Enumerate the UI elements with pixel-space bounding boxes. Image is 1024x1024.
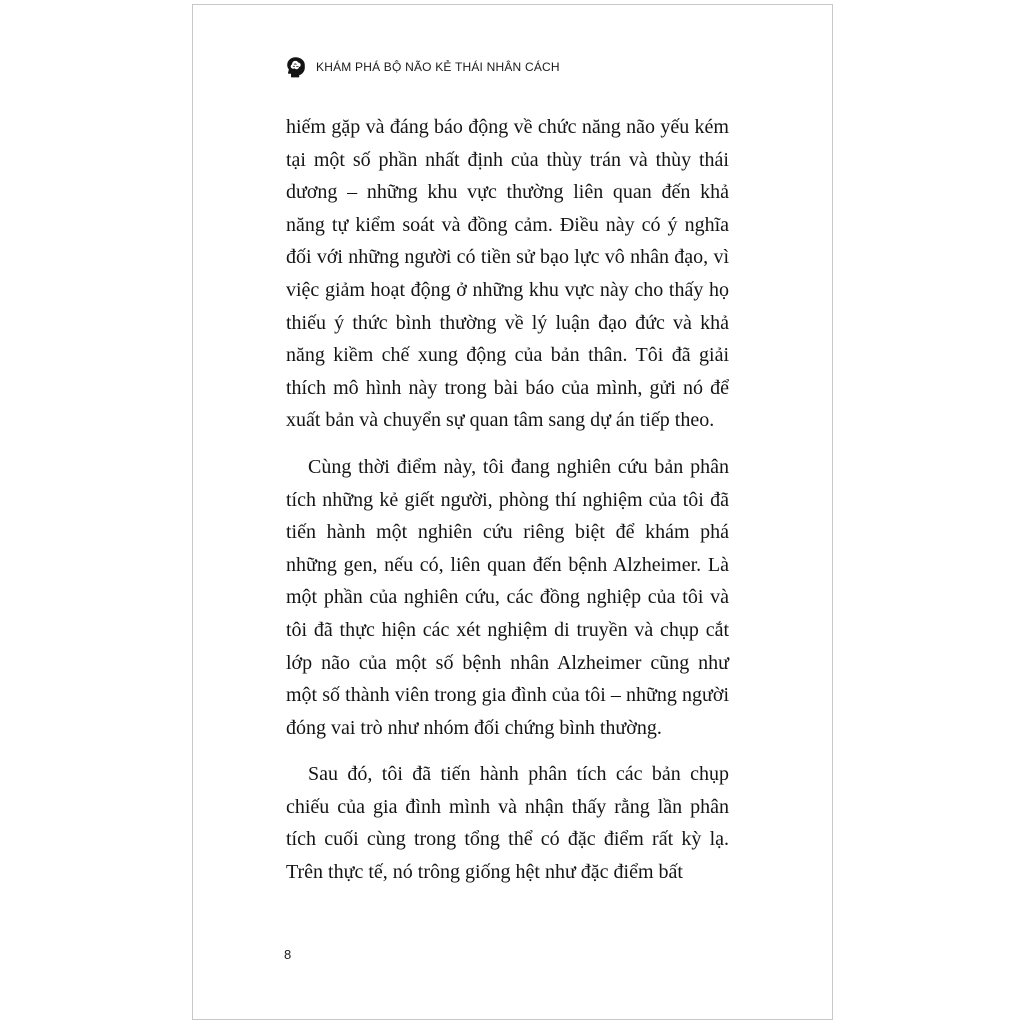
running-header-title: KHÁM PHÁ BỘ NÃO KẺ THÁI NHÂN CÁCH (316, 60, 560, 74)
page-number: 8 (284, 947, 292, 962)
body-text (286, 111, 729, 903)
running-header (283, 55, 560, 79)
paragraph-2: Cùng thời điểm này, tôi đang nghiên cứu bản phân tích những kẻ giết người, phòng thí nghiệm của tôi đã tiến hành một nghiên cứu riêng biệt để khám phá những gen, nếu có, liên quan đến bệnh Alzheimer. Là một phần của nghiên cứu, các đồng nghiệp của tôi và tôi đã thực hiện các xét nghiệm di truyền và chụp cắt lớp não của một số bệnh nhân Alzheimer cũng như một số thành viên trong gia đình của tôi – những người đóng vai trò như nhóm đối chứng bình thường. (286, 455, 729, 739)
brain-head-icon (283, 55, 307, 79)
book-page (192, 4, 833, 1020)
paragraph-1: hiếm gặp và đáng báo động về chức năng não yếu kém tại một số phần nhất định của thùy trán và thùy thái dương – những khu vực thường liên quan đến khả năng tự kiểm soát và đồng cảm. Điều này có ý nghĩa đối với những người có tiền sử bạo lực vô nhân đạo, vì việc giảm hoạt động ở những khu vực này cho thấy họ thiếu ý thức bình thường về lý luận đạo đức và khả năng kiềm chế xung động của bản thân. Tôi đã giải thích mô hình này trong bài báo của mình, gửi nó để xuất bản và chuyển sự quan tâm sang dự án tiếp theo. (286, 116, 729, 432)
paragraph-3: Sau đó, tôi đã tiến hành phân tích các bản chụp chiếu của gia đình mình và nhận thấy rằng lần phân tích cuối cùng trong tổng thể có đặc điểm rất kỳ lạ. Trên thực tế, nó trông giống hệt như đặc điểm bất (286, 763, 729, 884)
